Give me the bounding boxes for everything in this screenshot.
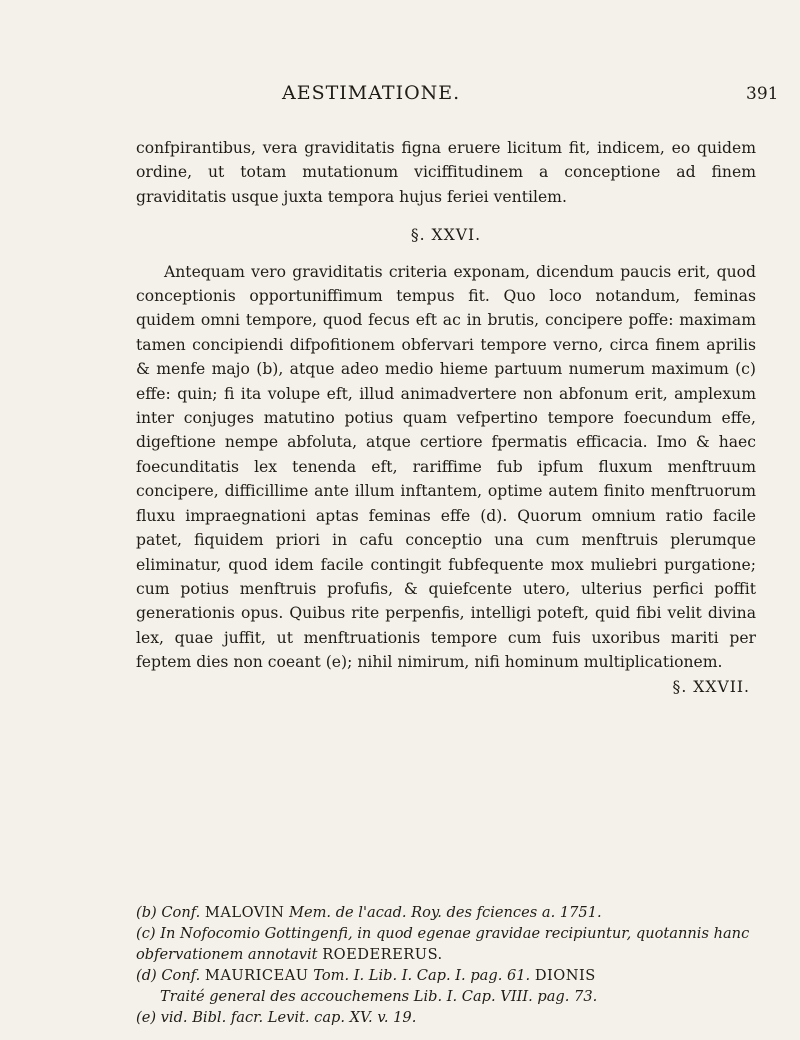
paragraph-conception-time: Antequam vero graviditatis criteria exponam, dicendum paucis erit, quod conceptionis opportuniffimum tempus fit. Quo loco notandum, feminas quidem omni tempore, quod fecus eft ac in brutis, concipere poffe: maximam tamen concipiendi difpofitionem obfervari tempore verno, circa finem aprilis & menfe majo (b), atque adeo medio hieme partuum numerum maximum (c) effe: quin; fi ita volupe eft, illud animadvertere non abfonum erit, amplexum inter conjuges matutino potius quam vefpertino tempore foecundum effe, digeftione nempe abfoluta, atque certiore fpermatis efficacia. Imo & haec foecunditatis lex tenenda eft, rariffime fub ipfum fluxum menftruum concipere, difficillime ante illum inftantem, optime autem finito menftruorum fluxu impraegnationi aptas feminas effe (d). Quorum omnium ratio facile patet, fiquidem priori in cafu conceptio una cum menftruis plerumque eliminatur, quod idem facile contingit fubfequente mox muliebri purgatione; cum potius menftruis profufis, & quiefcente utero, ulterius perfici poffit generationis opus. Quibus rite perpenfis, intelligi poteft, quid fibi velit divina lex, quae juffit, ut menftruationis tempore cum fuis uxoribus mariti per feptem dies non coeant (e); nihil nimirum, nifi hominum multiplicationem. — [136, 262, 756, 672]
footnote-d-continuation: Traité general des accouchemens Lib. I. Cap. VIII. pag. 73. — [160, 988, 598, 1005]
footnote-b-text: (b) Conf. — [136, 904, 205, 921]
main-text — [136, 136, 756, 699]
author-name: MAURICEAU — [204, 967, 309, 984]
footnote-d-text: (d) Conf. — [136, 967, 205, 984]
page-header — [0, 80, 800, 110]
section-heading-xxvi: §. XXVI. — [410, 226, 482, 245]
author-name: MALOVIN — [204, 904, 285, 921]
section-heading-xxvii: §. XXVII. — [672, 677, 750, 696]
footnote-c — [136, 923, 756, 965]
author-name: DIONIS — [534, 967, 596, 984]
footnote-b-source: Mem. de l'acad. Roy. des fciences a. 1751. — [284, 904, 602, 921]
page-number: 391 — [746, 84, 779, 104]
footnotes — [136, 902, 756, 1028]
running-head: AESTIMATIONE. — [282, 82, 461, 104]
footnote-b — [136, 902, 756, 923]
footnote-e: (e) vid. Bibl. facr. Levit. cap. XV. v. 19. — [136, 1009, 417, 1026]
footnote-d-source: Tom. I. Lib. I. Cap. I. pag. 61. — [308, 967, 535, 984]
footnote-c-text: (c) In Nofocomio Gottingenfi, in quod egenae gravidae recipiuntur, quotannis hanc obfervationem annotavit — [136, 925, 750, 963]
footnote-d — [136, 965, 756, 986]
paragraph-continuation: confpirantibus, vera graviditatis figna eruere licitum fit, indicem, eo quidem ordine, ut totam mutationum viciffitudinem a conceptione ad finem graviditatis usque juxta tempora hujus feriei ventilem. — [136, 139, 756, 206]
author-name: ROEDERERUS. — [322, 946, 443, 963]
